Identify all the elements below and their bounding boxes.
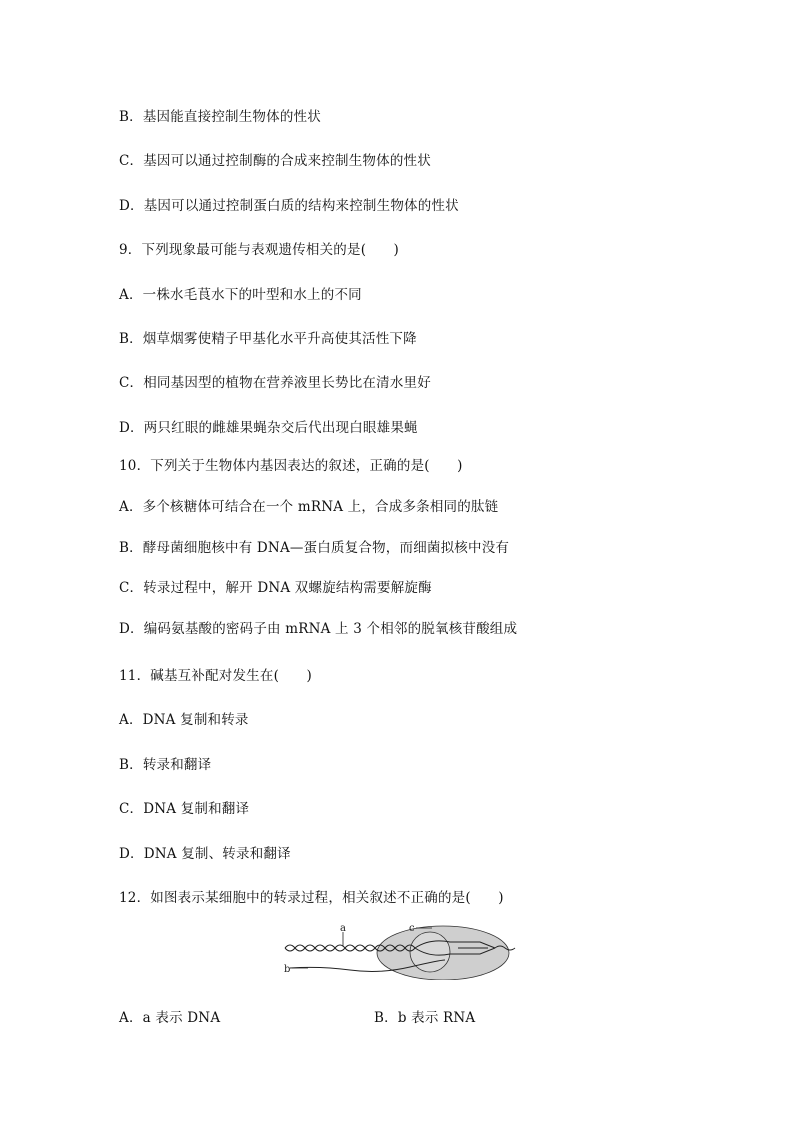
q9-option-d: D．两只红眼的雌雄果蝇杂交后代出现白眼雄果蝇 bbox=[119, 420, 418, 436]
q8-option-c: C．基因可以通过控制酶的合成来控制生物体的性状 bbox=[119, 153, 431, 169]
q11-option-a: A．DNA 复制和转录 bbox=[119, 712, 249, 728]
label-b: b bbox=[284, 964, 291, 975]
q10-option-d: D．编码氨基酸的密码子由 mRNA 上 3 个相邻的脱氧核苷酸组成 bbox=[119, 621, 518, 637]
q12-stem: 12．如图表示某细胞中的转录过程，相关叙述不正确的是( ) bbox=[119, 890, 504, 906]
q11-option-c: C．DNA 复制和翻译 bbox=[119, 801, 250, 817]
label-c: c bbox=[409, 923, 415, 934]
q9-option-c: C．相同基因型的植物在营养液里长势比在清水里好 bbox=[119, 375, 431, 391]
q12-option-a: A．a 表示 DNA bbox=[119, 1010, 221, 1026]
q8-option-d: D．基因可以通过控制蛋白质的结构来控制生物体的性状 bbox=[119, 198, 459, 214]
q9-option-b: B．烟草烟雾使精子甲基化水平升高使其活性下降 bbox=[119, 331, 417, 347]
q10-option-b: B．酵母菌细胞核中有 DNA—蛋白质复合物，而细菌拟核中没有 bbox=[119, 540, 510, 556]
q11-stem: 11．碱基互补配对发生在( ) bbox=[119, 668, 312, 684]
label-a: a bbox=[340, 923, 346, 934]
q10-option-a: A．多个核糖体可结合在一个 mRNA 上，合成多条相同的肽链 bbox=[119, 499, 499, 515]
q8-option-b: B．基因能直接控制生物体的性状 bbox=[119, 109, 321, 125]
q9-stem: 9．下列现象最可能与表观遗传相关的是( ) bbox=[119, 242, 400, 258]
q10-stem: 10．下列关于生物体内基因表达的叙述，正确的是( ) bbox=[119, 458, 463, 474]
q10-option-c: C．转录过程中，解开 DNA 双螺旋结构需要解旋酶 bbox=[119, 580, 432, 596]
q11-option-d: D．DNA 复制、转录和翻译 bbox=[119, 846, 291, 862]
q11-option-b: B．转录和翻译 bbox=[119, 757, 212, 773]
q12-option-b: B．b 表示 RNA bbox=[374, 1010, 476, 1026]
transcription-diagram bbox=[280, 920, 520, 980]
q9-option-a: A．一株水毛茛水下的叶型和水上的不同 bbox=[119, 287, 362, 303]
